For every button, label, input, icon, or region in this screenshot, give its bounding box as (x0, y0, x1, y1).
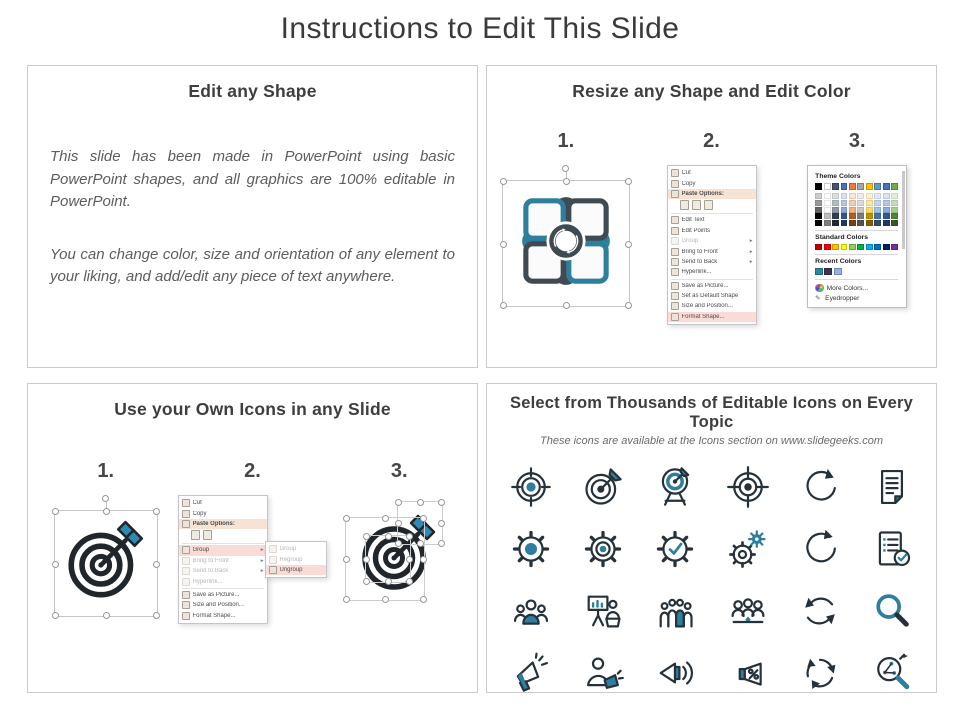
selection-handle[interactable] (153, 612, 160, 619)
own-icons-steps (28, 460, 477, 624)
menu-item-label: Bring to Front (192, 557, 229, 564)
color-swatch[interactable] (824, 200, 831, 206)
menu-item-size-and-position[interactable] (179, 600, 267, 610)
paste-options-row (668, 199, 756, 212)
submenu-arrow-icon: ▸ (260, 568, 264, 575)
paste-option-icon[interactable] (680, 200, 689, 210)
color-swatch[interactable] (824, 268, 832, 275)
menu-item-paste-options[interactable] (179, 519, 267, 529)
menu-item-label: Format Shape... (192, 612, 236, 619)
color-swatch[interactable] (841, 183, 848, 190)
save-picture-icon (182, 591, 190, 599)
format-shape-icon (671, 313, 679, 321)
edit-shape-paragraph-1: This slide has been made in PowerPoint using basic PowerPoint shapes, and all graphics are 100% editable in PowerPoint. (50, 148, 455, 210)
send-back-icon (182, 567, 190, 575)
gear-solid-core-icon[interactable] (495, 519, 567, 579)
menu-item-format-shape[interactable] (179, 611, 267, 621)
selection-handle[interactable] (343, 596, 350, 603)
shape-context-menu-figure (667, 165, 757, 325)
color-swatch[interactable] (841, 244, 848, 250)
ungrouped-icon-figure (341, 495, 457, 617)
menu-item-label: Bring to Front (681, 248, 718, 255)
color-swatch[interactable] (824, 220, 831, 226)
target-dart-icon[interactable] (567, 457, 639, 517)
menu-item-group[interactable] (266, 544, 326, 554)
copy-icon (182, 510, 190, 518)
color-swatch[interactable] (849, 200, 856, 206)
color-swatch[interactable] (891, 220, 898, 226)
color-swatch[interactable] (841, 200, 848, 206)
color-swatch[interactable] (866, 220, 873, 226)
color-swatch[interactable] (857, 200, 864, 206)
theme-colors-row (815, 183, 898, 190)
menu-item-set-as-default-shape[interactable] (668, 291, 756, 301)
color-swatch[interactable] (874, 213, 881, 219)
step-number: 1. (557, 130, 575, 152)
color-swatch[interactable] (832, 220, 839, 226)
color-swatch[interactable] (891, 193, 898, 199)
color-swatch[interactable] (849, 244, 856, 250)
selection-box[interactable] (365, 535, 411, 583)
menu-item-bring-to-front[interactable] (668, 246, 756, 256)
target-board-dart-icon[interactable] (639, 457, 711, 517)
color-swatch[interactable] (857, 244, 864, 250)
color-swatch[interactable] (832, 200, 839, 206)
color-swatch[interactable] (815, 220, 822, 226)
menu-item-label: Edit Text (681, 217, 705, 224)
menu-item-send-to-back[interactable] (668, 257, 756, 267)
selection-handle[interactable] (343, 556, 350, 563)
menu-item-group[interactable] (179, 545, 267, 555)
menu-item-hyperlink[interactable] (668, 267, 756, 277)
quad-cycle-shape[interactable] (507, 185, 625, 297)
sync-arrows-icon[interactable] (784, 581, 856, 641)
color-swatch[interactable] (866, 244, 873, 250)
selection-handle[interactable] (343, 515, 350, 522)
group-icon (182, 546, 190, 554)
page-title: Instructions to Edit This Slide (280, 12, 680, 45)
color-swatch[interactable] (891, 207, 898, 213)
menu-item-ungroup[interactable] (266, 565, 326, 575)
group-context-menu-figure (178, 495, 328, 624)
menu-item-label: Copy (192, 510, 207, 517)
paste-option-icon[interactable] (203, 530, 212, 540)
color-swatch[interactable] (849, 220, 856, 226)
send-back-icon (671, 258, 679, 266)
eyedropper-item[interactable] (815, 293, 898, 303)
menu-item-label: Format Shape... (681, 313, 725, 320)
color-swatch[interactable] (849, 183, 856, 190)
icon-library-heading: Select from Thousands of Editable Icons on Every Topic (510, 394, 913, 431)
menu-item-label: Size and Position... (681, 303, 733, 310)
panel-icon-library (486, 383, 937, 693)
palette-separator (815, 279, 898, 280)
standard-colors-label: Standard Colors (815, 234, 869, 242)
color-swatch[interactable] (874, 207, 881, 213)
rotation-handle[interactable] (102, 495, 109, 502)
menu-item-label: Paste Options: (681, 190, 724, 197)
group-context-menu (178, 495, 268, 624)
color-swatch[interactable] (824, 193, 831, 199)
menu-item-label: Group (681, 238, 699, 245)
menu-item-paste-options[interactable] (668, 189, 756, 199)
copy-icon (671, 180, 679, 188)
color-picker (807, 165, 907, 308)
edit-shape-heading: Edit any Shape (188, 81, 317, 101)
menu-separator (671, 279, 753, 280)
color-swatch[interactable] (883, 207, 890, 213)
menu-item-copy[interactable] (179, 508, 267, 518)
panel-own-icons (27, 383, 478, 693)
color-swatch[interactable] (815, 207, 822, 213)
checklist-approved-icon[interactable] (856, 519, 928, 579)
color-swatch[interactable] (866, 193, 873, 199)
resize-step-1 (493, 130, 639, 325)
color-swatch[interactable] (891, 200, 898, 206)
submenu-arrow-icon: ▸ (749, 248, 753, 255)
color-swatch[interactable] (866, 200, 873, 206)
audience-group-icon[interactable] (495, 581, 567, 641)
menu-item-label: Hyperlink... (681, 269, 712, 276)
edit-shape-paragraph-2: You can change color, size and orientation of any element to your liking, and add/edit any piece of text anywhere. (50, 245, 455, 285)
color-swatch[interactable] (832, 207, 839, 213)
color-swatch[interactable] (874, 183, 881, 190)
selection-handle[interactable] (103, 612, 110, 619)
menu-separator (671, 213, 753, 214)
color-swatch[interactable] (841, 207, 848, 213)
color-swatch[interactable] (815, 193, 822, 199)
icons-step-1 (34, 460, 178, 624)
magnifier-icon[interactable] (856, 581, 928, 641)
selection-handle[interactable] (52, 508, 59, 515)
color-swatch[interactable] (874, 244, 881, 250)
color-swatch[interactable] (849, 213, 856, 219)
selection-box[interactable] (502, 180, 630, 307)
selection-handle[interactable] (153, 561, 160, 568)
menu-item-save-as-picture[interactable] (668, 281, 756, 291)
shape-context-menu (667, 165, 757, 325)
selection-handle[interactable] (625, 178, 632, 185)
paste-option-icon[interactable] (692, 200, 701, 210)
menu-item-group[interactable] (668, 236, 756, 246)
color-swatch[interactable] (841, 213, 848, 219)
color-swatch[interactable] (857, 193, 864, 199)
cycle-arrows-icon[interactable] (784, 643, 856, 703)
menu-item-size-and-position[interactable] (668, 301, 756, 311)
megaphone-promo-icon[interactable] (711, 643, 783, 703)
own-icons-heading: Use your Own Icons in any Slide (114, 399, 391, 419)
presentation-speaker-icon[interactable] (567, 581, 639, 641)
color-swatch[interactable] (815, 244, 822, 250)
selection-handle[interactable] (385, 533, 392, 540)
submenu-arrow-icon: ▸ (260, 547, 264, 554)
color-swatch[interactable] (891, 183, 898, 190)
scissors-icon (671, 169, 679, 177)
color-swatch[interactable] (857, 220, 864, 226)
menu-item-copy[interactable] (668, 178, 756, 188)
menu-item-edit-points[interactable] (668, 226, 756, 236)
selection-handle[interactable] (420, 596, 427, 603)
team-group-icon[interactable] (639, 581, 711, 641)
save-picture-icon (671, 282, 679, 290)
menu-item-label: Size and Position... (192, 602, 244, 609)
target-dart-graphic[interactable] (59, 515, 153, 607)
menu-item-label: Send to Back (681, 258, 718, 265)
submenu-arrow-icon: ▸ (749, 258, 753, 265)
menu-item-cut[interactable] (668, 168, 756, 178)
color-swatch[interactable] (883, 244, 890, 250)
target-crosshair-icon[interactable] (711, 457, 783, 517)
selection-handle[interactable] (363, 556, 370, 563)
document-notes-icon[interactable] (856, 457, 928, 517)
color-swatch[interactable] (883, 183, 890, 190)
menu-separator (182, 588, 264, 589)
palette-separator (815, 230, 898, 231)
menu-item-save-as-picture[interactable] (179, 590, 267, 600)
resize-shape-heading: Resize any Shape and Edit Color (572, 81, 851, 101)
color-swatch[interactable] (857, 183, 864, 190)
group-icon (269, 545, 277, 553)
menu-item-bring-to-front[interactable] (179, 556, 267, 566)
menu-item-label: Ungroup (279, 566, 303, 573)
selection-handle[interactable] (395, 520, 402, 527)
selected-shape-figure (502, 165, 630, 307)
color-swatch[interactable] (883, 213, 890, 219)
palette-separator (815, 254, 898, 255)
color-swatch[interactable] (815, 268, 823, 275)
clipboard-icon (182, 520, 190, 528)
menu-item-cut[interactable] (179, 498, 267, 508)
menu-item-label: Copy (681, 180, 696, 187)
color-swatch[interactable] (841, 220, 848, 226)
step-number: 2. (244, 460, 261, 482)
color-swatch[interactable] (815, 183, 822, 190)
color-swatch[interactable] (832, 244, 839, 250)
icons-step-3 (328, 460, 472, 624)
gear-pair-icon[interactable] (711, 519, 783, 579)
selection-handle[interactable] (395, 499, 402, 506)
color-swatch[interactable] (891, 213, 898, 219)
format-shape-icon (182, 612, 190, 620)
selection-handle[interactable] (52, 612, 59, 619)
menu-item-icon (671, 292, 679, 300)
color-swatch[interactable] (815, 200, 822, 206)
selection-handle[interactable] (438, 499, 445, 506)
submenu-arrow-icon: ▸ (749, 238, 753, 245)
selected-icon-figure (54, 495, 158, 617)
menu-item-send-to-back[interactable] (179, 566, 267, 576)
megaphone-announce-icon[interactable] (495, 643, 567, 703)
icon-library-subheading: These icons are available at the Icons section on www.slidegeeks.com (539, 435, 883, 447)
selection-handle[interactable] (417, 499, 424, 506)
menu-item-label: Paste Options: (192, 520, 235, 527)
color-wheel-icon (815, 284, 824, 293)
color-swatch[interactable] (874, 193, 881, 199)
meeting-group-icon[interactable] (711, 581, 783, 641)
color-swatch[interactable] (834, 268, 842, 275)
regroup-icon (269, 556, 277, 564)
menu-item-edit-text[interactable] (668, 215, 756, 225)
hyperlink-icon (671, 268, 679, 276)
paste-option-icon[interactable] (704, 200, 713, 210)
selection-handle[interactable] (500, 302, 507, 309)
selection-handle[interactable] (625, 302, 632, 309)
magnifier-analytics-icon[interactable] (856, 643, 928, 703)
edit-points-icon (671, 227, 679, 235)
color-swatch[interactable] (874, 200, 881, 206)
clipboard-icon (671, 190, 679, 198)
step-number: 1. (97, 460, 115, 482)
selection-handle[interactable] (153, 508, 160, 515)
recent-colors-label: Recent Colors (815, 258, 862, 266)
selection-handle[interactable] (563, 178, 570, 185)
menu-item-label: Cut (681, 170, 691, 177)
color-swatch[interactable] (832, 183, 839, 190)
selection-handle[interactable] (363, 533, 370, 540)
submenu-arrow-icon: ▸ (260, 557, 264, 564)
selection-handle[interactable] (103, 508, 110, 515)
standard-colors-row (815, 244, 898, 250)
menu-item-label: Edit Points (681, 227, 711, 234)
selection-handle[interactable] (500, 178, 507, 185)
group-submenu (265, 541, 327, 578)
menu-item-regroup[interactable] (266, 554, 326, 564)
bring-front-icon (182, 557, 190, 565)
size-position-icon (182, 601, 190, 609)
color-swatch[interactable] (866, 207, 873, 213)
menu-item-label: Group (279, 546, 297, 553)
color-swatch[interactable] (849, 207, 856, 213)
menu-item-label: Cut (192, 500, 202, 507)
menu-item-label: Group (192, 547, 210, 554)
menu-separator (182, 543, 264, 544)
color-swatch[interactable] (824, 213, 831, 219)
bring-front-icon (671, 248, 679, 256)
menu-item-hyperlink[interactable] (179, 576, 267, 586)
menu-item-label: Send to Back (192, 568, 229, 575)
color-swatch[interactable] (883, 200, 890, 206)
step-number: 3. (390, 460, 408, 482)
selection-handle[interactable] (563, 302, 570, 309)
recent-colors-row (815, 268, 898, 275)
color-swatch[interactable] (832, 193, 839, 199)
more-colors-label: More Colors... (826, 284, 869, 292)
resize-step-3 (784, 130, 930, 325)
menu-item-label: Save as Picture... (681, 282, 729, 289)
color-swatch[interactable] (824, 207, 831, 213)
color-swatch[interactable] (841, 193, 848, 199)
color-swatch[interactable] (832, 213, 839, 219)
paste-option-icon[interactable] (191, 530, 200, 540)
icon-library-grid (487, 453, 936, 703)
target-focus-icon[interactable] (495, 457, 567, 517)
theme-tints-grid (815, 193, 898, 226)
color-swatch[interactable] (866, 183, 873, 190)
selection-handle[interactable] (625, 241, 632, 248)
more-colors-item[interactable] (815, 283, 898, 293)
color-swatch[interactable] (849, 193, 856, 199)
menu-item-label: Hyperlink... (192, 578, 223, 585)
gear-dot-core-icon[interactable] (567, 519, 639, 579)
color-swatch[interactable] (883, 193, 890, 199)
panel-edit-shape (27, 65, 478, 368)
icons-step-2 (178, 460, 328, 624)
selection-box[interactable] (54, 510, 158, 617)
eyedropper-icon: ✎ (815, 294, 821, 302)
paste-options-row (179, 529, 267, 542)
color-swatch[interactable] (891, 244, 898, 250)
size-position-icon (671, 302, 679, 310)
menu-item-label: Set as Default Shape (681, 293, 739, 300)
person-megaphone-icon[interactable] (567, 643, 639, 703)
color-swatch[interactable] (874, 220, 881, 226)
arrow-refresh-circle-icon[interactable] (784, 519, 856, 579)
selection-handle[interactable] (382, 515, 389, 522)
color-swatch[interactable] (824, 244, 831, 250)
rotation-handle[interactable] (562, 165, 569, 172)
ungroup-icon (269, 566, 277, 574)
step-number: 3. (848, 130, 866, 152)
color-swatch[interactable] (857, 207, 864, 213)
menu-item-label: Save as Picture... (192, 591, 240, 598)
group-icon (671, 237, 679, 245)
panel-resize-shape (486, 65, 937, 368)
step-number: 2. (703, 130, 720, 152)
selection-handle[interactable] (52, 561, 59, 568)
scissors-icon (182, 499, 190, 507)
color-swatch[interactable] (857, 213, 864, 219)
theme-colors-label: Theme Colors (815, 173, 861, 180)
hyperlink-icon (182, 578, 190, 586)
resize-steps (487, 130, 936, 325)
menu-item-label: Regroup (279, 556, 303, 563)
color-swatch[interactable] (866, 213, 873, 219)
gear-check-icon[interactable] (639, 519, 711, 579)
eyedropper-label: Eyedropper (825, 294, 860, 302)
color-swatch[interactable] (824, 183, 831, 190)
megaphone-broadcast-icon[interactable] (639, 643, 711, 703)
resize-step-2 (639, 130, 785, 325)
color-swatch[interactable] (815, 213, 822, 219)
selection-handle[interactable] (500, 241, 507, 248)
arrow-redo-circle-icon[interactable] (784, 457, 856, 517)
color-swatch[interactable] (883, 220, 890, 226)
edit-text-icon (671, 216, 679, 224)
menu-item-format-shape[interactable] (668, 312, 756, 322)
selection-handle[interactable] (382, 596, 389, 603)
